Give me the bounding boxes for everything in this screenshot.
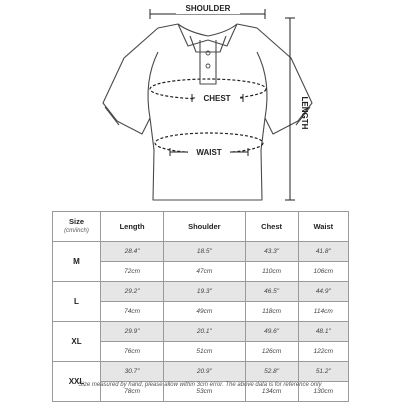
table-cell: 122cm [298, 342, 348, 362]
table-cell: 28.4" [101, 242, 164, 262]
table-header-row [53, 212, 349, 242]
table-cell: 29.9" [101, 322, 164, 342]
table-cell: 130cm [298, 382, 348, 402]
table-cell: 43.3" [245, 242, 298, 262]
table-cell: 110cm [245, 262, 298, 282]
chest-label: CHEST [203, 94, 231, 103]
polo-shirt-outline [103, 24, 312, 200]
table-cell: 18.5" [164, 242, 245, 262]
table-cell: 30.7" [101, 362, 164, 382]
table-cell: 126cm [245, 342, 298, 362]
header-length: Length [101, 212, 164, 242]
header-size-label: Size [68, 217, 84, 226]
table-cell: 44.9" [298, 282, 348, 302]
table-cell: 106cm [298, 262, 348, 282]
button-2 [206, 64, 210, 68]
table-cell: 41.8" [298, 242, 348, 262]
header-size-unit: (cm/inch) [64, 228, 89, 234]
table-cell: 20.1" [164, 322, 245, 342]
table-cell: 51.2" [298, 362, 348, 382]
header-size [53, 212, 101, 242]
size-cell: XL [53, 322, 101, 362]
table-cell: 49cm [164, 302, 245, 322]
measurement-note: Size measured by hand, please allow within 3cm error. The above data is for reference only [78, 382, 322, 388]
table-row [53, 282, 349, 302]
table-cell: 72cm [101, 262, 164, 282]
table-cell: 76cm [101, 342, 164, 362]
table-cell: 46.5" [245, 282, 298, 302]
table-cell: 48.1" [298, 322, 348, 342]
table-cell: 52.8" [245, 362, 298, 382]
table-cell: 53cm [164, 382, 245, 402]
header-chest: Chest [245, 212, 298, 242]
size-cell: XXL [53, 362, 101, 402]
header-waist: Waist [298, 212, 348, 242]
size-cell: L [53, 282, 101, 322]
length-label: LENGTH [300, 96, 309, 130]
waist-label: WAIST [196, 148, 222, 157]
size-chart-table [52, 211, 349, 402]
size-cell: M [53, 242, 101, 282]
shoulder-label: SHOULDER [185, 4, 231, 13]
table-cell: 51cm [164, 342, 245, 362]
table-cell: 19.3" [164, 282, 245, 302]
header-shoulder: Shoulder [164, 212, 245, 242]
table-cell: 20.9" [164, 362, 245, 382]
table-row [53, 362, 349, 382]
table-cell: 47cm [164, 262, 245, 282]
table-cell: 29.2" [101, 282, 164, 302]
table-cell: 114cm [298, 302, 348, 322]
table-cell: 118cm [245, 302, 298, 322]
table-cell: 74cm [101, 302, 164, 322]
table-row [53, 322, 349, 342]
table-cell: 134cm [245, 382, 298, 402]
table-cell: 78cm [101, 382, 164, 402]
table-row [53, 242, 349, 262]
table-cell: 49.6" [245, 322, 298, 342]
